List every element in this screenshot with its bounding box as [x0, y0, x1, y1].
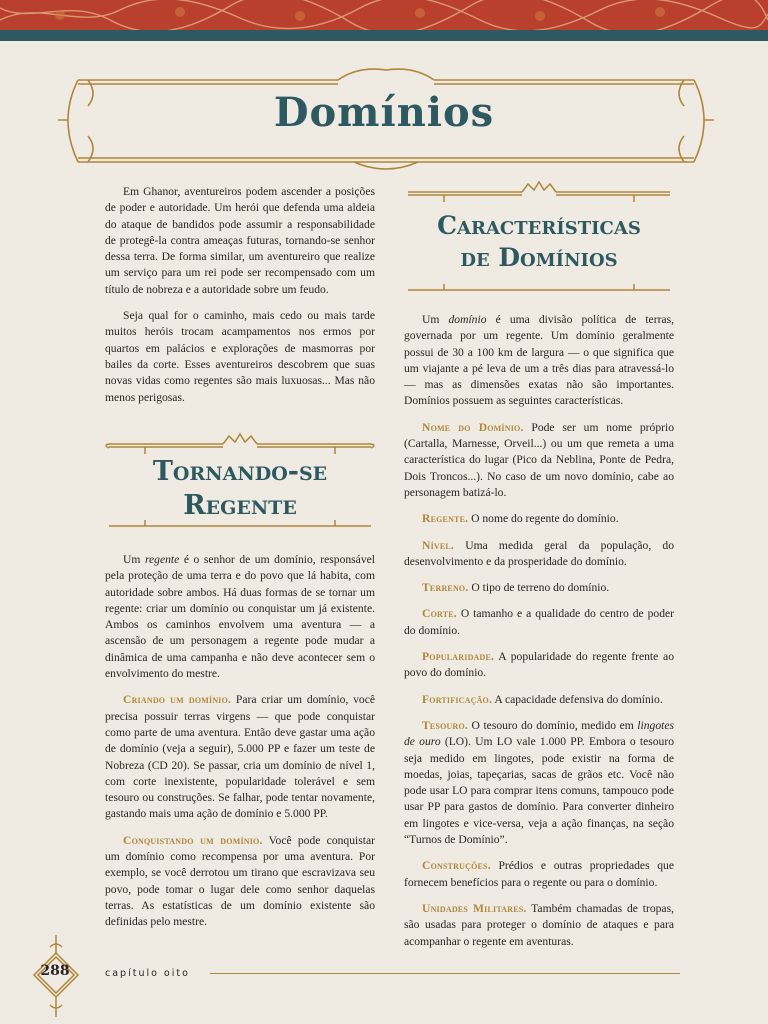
term-label: Nome do Domínio.	[422, 420, 524, 434]
term-label: Conquistando um domínio.	[123, 833, 263, 847]
banner-ornament-icon	[0, 0, 768, 30]
characteristic-item: Tesouro. O tesouro do domínio, medido em lingotes de ouro (LO). Um LO vale 1.000 PP. Embora o tesouro seja medido em lingotes, pode existir na forma de moedas, joias, tapeçarias, sacas de grãos etc. Você não pode usar LO para comprar itens comuns, tampouco pode usar PP para gastos de domínio. Para converter dinheiro em lingotes e vice-versa, veja a ação finanças, na seção “Turnos de Domínio”.	[404, 718, 674, 847]
intro-paragraph: Em Ghanor, aventureiros podem ascender a posições de poder e autoridade. Um herói que defenda uma aldeia do ataque de bandidos pode assumir a responsabilidade de protegê-la contra ameaças futuras, tornando-se senhor dessa terra. De forma similar, um aventureiro que realize um serviço para um rei pode ser recompensado com um título de nobreza e a autoridade sobre um feudo.	[105, 185, 375, 296]
page-number: 288	[40, 963, 70, 979]
banner-divider-strip	[0, 30, 768, 41]
term-label: Unidades Militares.	[422, 901, 527, 915]
characteristic-item: Construções. Prédios e outras propriedades que fornecem benefícios para o regente ou para o domínio.	[404, 859, 674, 889]
footer-divider	[210, 973, 680, 974]
characteristic-item: Terreno. O tipo de terreno do domínio.	[422, 581, 610, 595]
characteristic-item: Nome do Domínio. Pode ser um nome próprio (Cartalla, Marnesse, Orveil...) ou um que remeta a uma característica do lugar (Pico da Neblina, Ponte de Pedra, Dois Troncos...). No caso de um novo domínio, cabe ao personagem batizá-lo.	[404, 420, 674, 499]
conquistando-paragraph: Conquistando um domínio. Você pode conquistar um domínio como recompensa por uma aventura. Por exemplo, se você derrotou um tirano que escravizava seu povo, pode tomar o lugar dele como senhor daquelas terras. As estatísticas de um domínio existente são definidas pelo mestre.	[105, 833, 375, 929]
intro-paragraph: Seja qual for o caminho, mais cedo ou mais tarde muitos heróis trocam acampamentos nos ermos por quartos em palácios e explorações de masmorras por bailes da corte. Esses aventureiros descobrem que suas novas vidas como regentes são mais luxuosas... Mas não menos perigosas.	[105, 309, 375, 404]
term-label: Corte.	[422, 607, 457, 621]
term-label: Popularidade.	[422, 650, 495, 664]
term-label: Terreno.	[422, 581, 469, 595]
intro-section	[105, 184, 375, 416]
section-heading-caracteristicas: Características de Domínios	[437, 211, 641, 272]
characteristic-item: Fortificação. A capacidade defensiva do domínio.	[422, 692, 663, 706]
term-label: Criando um domínio.	[123, 693, 232, 707]
term-label: Construções.	[422, 859, 491, 873]
characteristic-item: Unidades Militares. Também chamadas de tropas, são usadas para proteger o domínio de ataques e para acompanhar o regente em aventuras.	[404, 901, 674, 948]
characteristic-item: Regente. O nome do regente do domínio.	[422, 512, 619, 526]
section-heading-regente: Tornando-se Regente	[152, 456, 328, 521]
decorative-banner	[0, 0, 768, 30]
body-paragraph: Um domínio é uma divisão política de terras, governada por um regente. Um domínio geralmente possui de 30 a 100 km de largura — o que significa que um viajante a pé leva de um a três dias para atravessá-lo — mas as dimensões exatas não são importantes. Domínios possuem as seguintes características.	[404, 313, 674, 408]
caracteristicas-section	[404, 312, 674, 960]
chapter-label: capítulo oito	[105, 968, 190, 979]
term-label: Tesouro.	[422, 718, 469, 732]
regente-section	[105, 552, 375, 941]
term-label: Fortificação.	[422, 692, 493, 706]
body-paragraph: Um regente é o senhor de um domínio, responsável pela proteção de uma terra e do povo que lá habita, com autoridade sobre ambos. Há duas formas de se tornar um regente: criar um domínio ou conquistar um já existente. Ambos os caminhos envolvem uma aventura — a ascensão de um personagem a regente pode mudar a dinâmica de uma campanha e não deve acontecer sem o envolvimento do mestre.	[105, 553, 375, 681]
characteristic-item: Corte. O tamanho e a qualidade do centro de poder do domínio.	[404, 607, 674, 637]
characteristic-item: Nível. Uma medida geral da população, do desenvolvimento e da prosperidade do domínio.	[404, 538, 674, 568]
chapter-title: Domínios	[273, 89, 495, 136]
criando-paragraph: Criando um domínio. Para criar um domínio, você precisa possuir terras virgens — que pode conquistar como parte de uma aventura. Então deve gastar uma ação de domínio (veja a seguir), 5.000 PP e fazer um teste de Nobreza (CD 20). Se passar, cria um domínio de nível 1, com corte inexistente, popularidade tolerável e sem tesouro ou construções. Se falhar, pode tentar novamente, gastando mais uma ação de domínio e 5.000 PP.	[105, 693, 375, 821]
characteristic-item: Popularidade. A popularidade do regente frente ao povo do domínio.	[404, 650, 674, 680]
term-label: Regente.	[422, 512, 469, 526]
term-label: Nível.	[422, 538, 455, 552]
